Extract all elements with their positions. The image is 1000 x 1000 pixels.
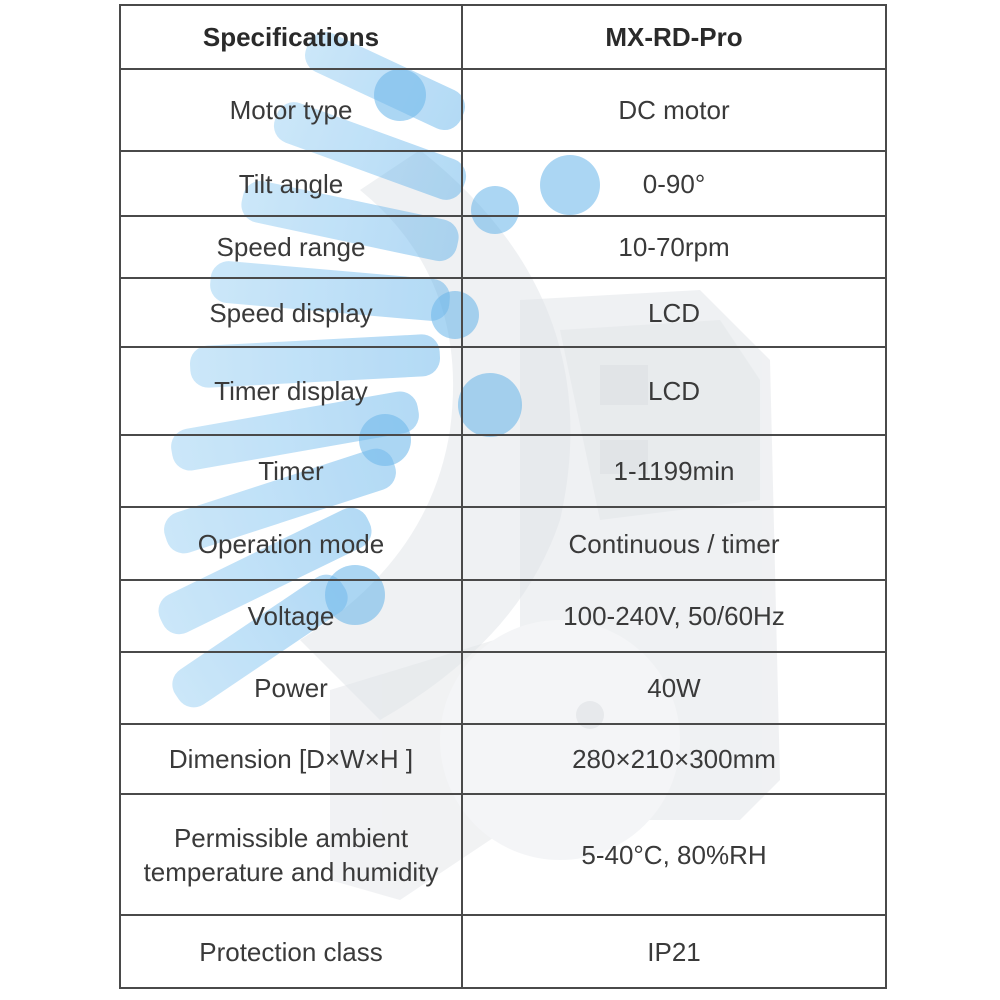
spec-name: Dimension [D×W×H ] <box>120 724 462 794</box>
table-row <box>120 151 886 216</box>
spec-name: Speed range <box>120 216 462 278</box>
spec-value: 10-70rpm <box>462 216 886 278</box>
table-row <box>120 216 886 278</box>
spec-value: 5-40°C, 80%RH <box>462 794 886 915</box>
spec-value: 280×210×300mm <box>462 724 886 794</box>
spec-value: DC motor <box>462 69 886 151</box>
specifications-table <box>119 4 887 989</box>
table-row <box>120 435 886 507</box>
table-row <box>120 69 886 151</box>
spec-name: Power <box>120 652 462 724</box>
spec-value: 40W <box>462 652 886 724</box>
spec-value: Continuous / timer <box>462 507 886 580</box>
spec-name: Speed display <box>120 278 462 347</box>
spec-name: Operation mode <box>120 507 462 580</box>
header-specifications: Specifications <box>120 5 462 69</box>
table-row <box>120 915 886 988</box>
table-row <box>120 794 886 915</box>
header-model: MX-RD-Pro <box>462 5 886 69</box>
spec-value: IP21 <box>462 915 886 988</box>
table-row <box>120 347 886 435</box>
spec-value: LCD <box>462 347 886 435</box>
table-row <box>120 580 886 652</box>
spec-name: Tilt angle <box>120 151 462 216</box>
spec-name: Timer display <box>120 347 462 435</box>
table-header-row <box>120 5 886 69</box>
spec-value: 100-240V, 50/60Hz <box>462 580 886 652</box>
spec-value: 0-90° <box>462 151 886 216</box>
spec-name: Permissible ambient temperature and humidity <box>120 794 462 915</box>
spec-name: Voltage <box>120 580 462 652</box>
spec-value: LCD <box>462 278 886 347</box>
table-row <box>120 652 886 724</box>
spec-value: 1-1199min <box>462 435 886 507</box>
table-row <box>120 724 886 794</box>
spec-name: Protection class <box>120 915 462 988</box>
spec-name: Motor type <box>120 69 462 151</box>
spec-name: Timer <box>120 435 462 507</box>
table-row <box>120 507 886 580</box>
table-row <box>120 278 886 347</box>
